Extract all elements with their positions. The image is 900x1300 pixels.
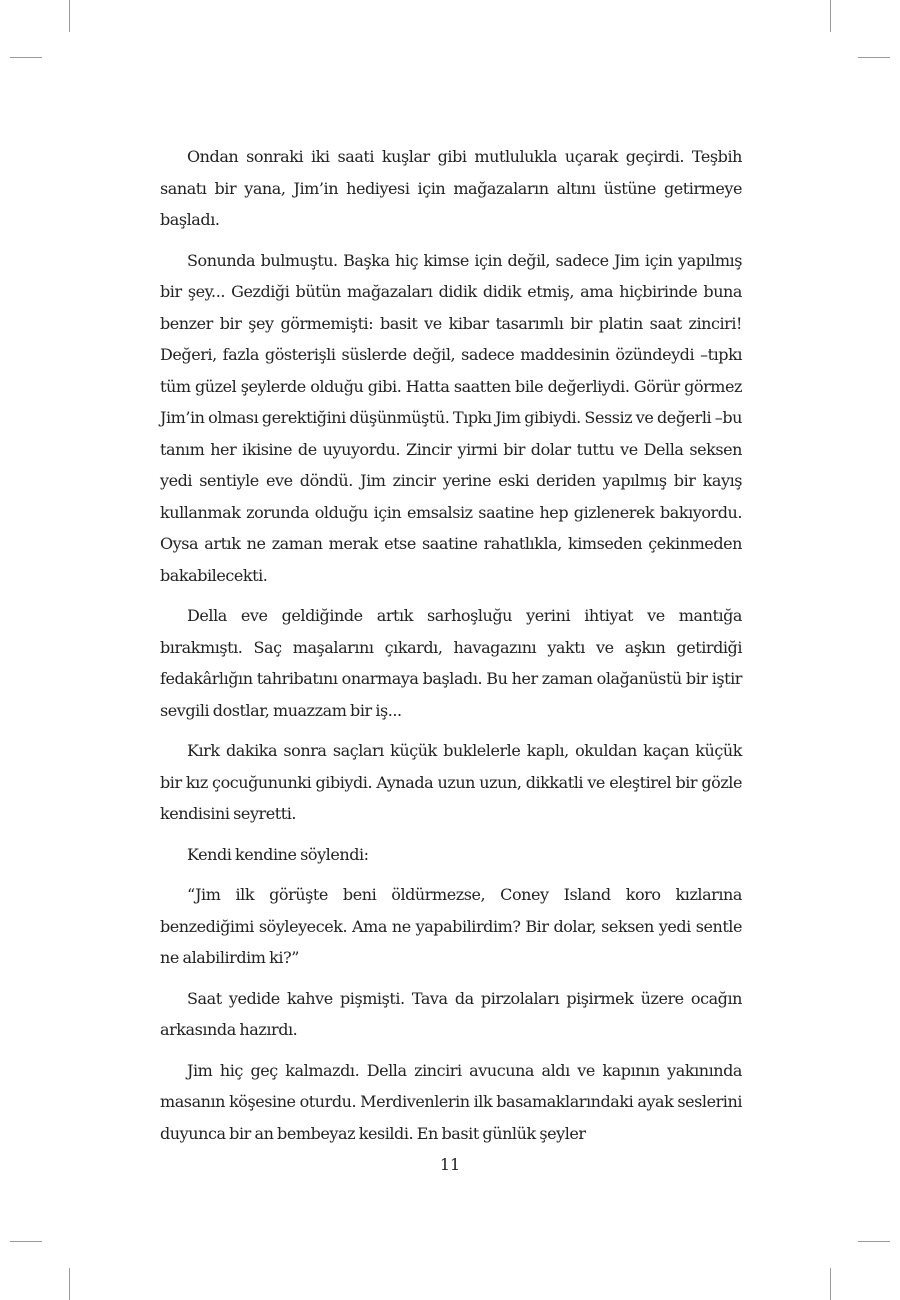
paragraph: Sonunda bulmuştu. Başka hiç kimse için değil, sadece Jim için yapılmış bir şey... Gezdiği bütün mağazaları didik didik etmiş, ama hiçbirinde buna benzer bir şey görmemişti: basit ve kibar tasarımlı bir platin saat zinciri! Değeri, fazla gösterişli süslerde değil, sadece maddesinin özündeydi –tıpkı tüm güzel şeylerde olduğu gibi. Hatta saatten bile değerliydi. Görür görmez Jim’in olması gerektiğini düşünmüştü. Tıpkı Jim gibiydi. Sessiz ve değerli –bu tanım her ikisine de uyuyordu. Zincir yirmi bir dolar tuttu ve Della seksen yedi sentiyle eve döndü. Jim zincir yerine eski deriden yapılmış bir kayış kullanmak zorunda olduğu için emsalsiz saatine hep gizlenerek bakıyordu. Oysa artık ne zaman merak etse saatine rahatlıkla, kimseden çekinmeden bakabilecekti. <box>160 250 742 585</box>
crop-mark-bottom-right <box>830 1268 831 1300</box>
crop-mark-left-lower <box>10 1241 42 1242</box>
paragraph: Della eve geldiğinde artık sarhoşluğu yerini ihtiyat ve mantığa bırakmıştı. Saç maşalarını çıkardı, havagazını yaktı ve aşkın getirdiği fedakârlığın tahribatını onarmaya başladı. Bu her zaman olağanüstü bir iştir sevgili dostlar, muazzam bir iş... <box>160 606 742 720</box>
paragraph: “Jim ilk görüşte beni öldürmezse, Coney Island koro kızlarına benzediğimi söyleyecek. Ama ne yapabilirdim? Bir dolar, seksen yedi sentle ne alabilirdim ki?” <box>160 885 742 967</box>
body-text <box>160 141 742 1158</box>
paragraph: Kırk dakika sonra saçları küçük buklelerle kaplı, okuldan kaçan küçük bir kız çocuğununki gibiydi. Aynada uzun uzun, dikkatli ve eleştirel bir gözle kendisini seyretti. <box>160 741 742 823</box>
crop-mark-right-lower <box>858 1241 890 1242</box>
crop-mark-left-upper <box>10 57 42 58</box>
paragraph: Saat yedide kahve pişmişti. Tava da pirzolaları pişirmek üzere ocağın arkasında hazırdı. <box>160 988 742 1039</box>
paragraph: Ondan sonraki iki saati kuşlar gibi mutlulukla uçarak geçirdi. Teşbih sanatı bir yana, Jim’in hediyesi için mağazaların altını üstüne getirmeye başladı. <box>160 147 742 229</box>
page-number: 11 <box>439 1155 461 1174</box>
paragraph: Jim hiç geç kalmazdı. Della zinciri avucuna aldı ve kapının yakınında masanın köşesine oturdu. Merdivenlerin ilk basamaklarındaki ayak seslerini duyunca bir an bembeyaz kesildi. En basit günlük şeyler <box>160 1060 742 1143</box>
paragraph: Kendi kendine söylendi: <box>187 844 369 864</box>
crop-mark-bottom-left <box>69 1268 70 1300</box>
crop-mark-top-left <box>69 0 70 32</box>
crop-mark-top-right <box>830 0 831 32</box>
crop-mark-right-upper <box>858 57 890 58</box>
